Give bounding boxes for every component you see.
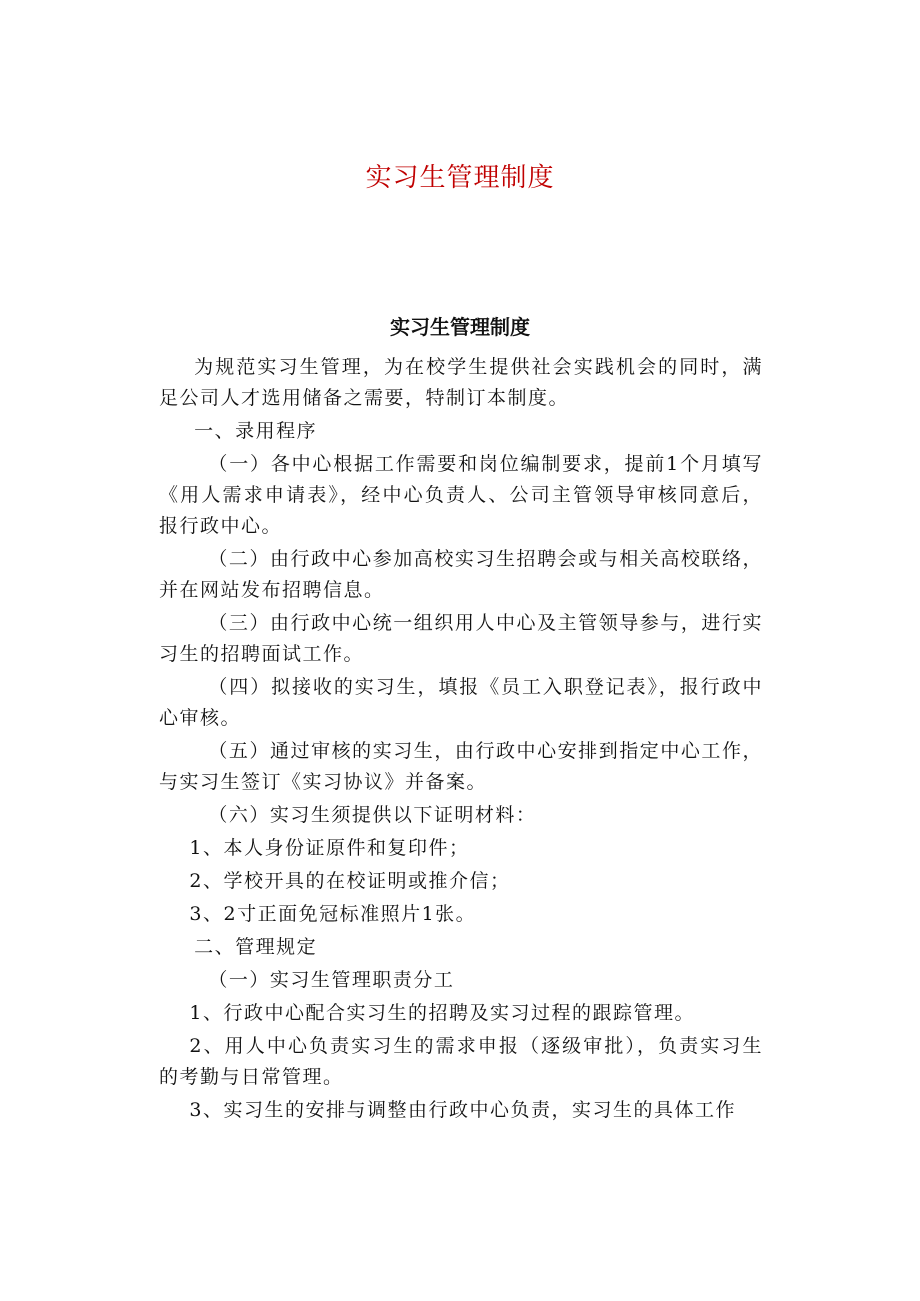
paragraph: （六）实习生须提供以下证明材料： (208, 804, 537, 826)
paragraph: 3、2寸正面免冠标准照片1张。 (189, 903, 477, 925)
paragraph: （四）拟接收的实习生，填报《员工入职登记表》，报行政中心审核。 (159, 676, 763, 729)
paragraph: 1、行政中心配合实习生的招聘及实习过程的跟踪管理。 (189, 1002, 695, 1024)
paragraph: （五）通过审核的实习生，由行政中心安排到指定中心工作，与实习生签订《实习协议》并备案。 (159, 740, 763, 793)
paragraph: 3、实习生的安排与调整由行政中心负责，实习生的具体工作 (189, 1099, 736, 1121)
paragraph: 2、学校开具的在校证明或推介信； (189, 870, 511, 892)
page-title: 实习生管理制度 (365, 163, 555, 193)
paragraph: 一、录用程序 (194, 420, 318, 442)
document-heading: 实习生管理制度 (390, 315, 530, 339)
paragraph: （三）由行政中心统一组织用人中心及主管领导参与，进行实习生的招聘面试工作。 (159, 612, 763, 665)
paragraph: 为规范实习生管理，为在校学生提供社会实践机会的同时，满足公司人才选用储备之需要，特制订本制度。 (159, 356, 763, 409)
paragraph: （二）由行政中心参加高校实习生招聘会或与相关高校联络，并在网站发布招聘信息。 (159, 548, 763, 601)
paragraph: 1、本人身份证原件和复印件； (189, 837, 470, 859)
document-body (159, 352, 763, 1126)
paragraph: 2、用人中心负责实习生的需求申报（逐级审批），负责实习生的考勤与日常管理。 (159, 1035, 763, 1088)
paragraph: 二、管理规定 (194, 936, 318, 958)
paragraph: （一）实习生管理职责分工 (208, 969, 455, 991)
paragraph: （一）各中心根据工作需要和岗位编制要求，提前1个月填写《用人需求申请表》，经中心负责人、公司主管领导审核同意后，报行政中心。 (159, 453, 763, 537)
